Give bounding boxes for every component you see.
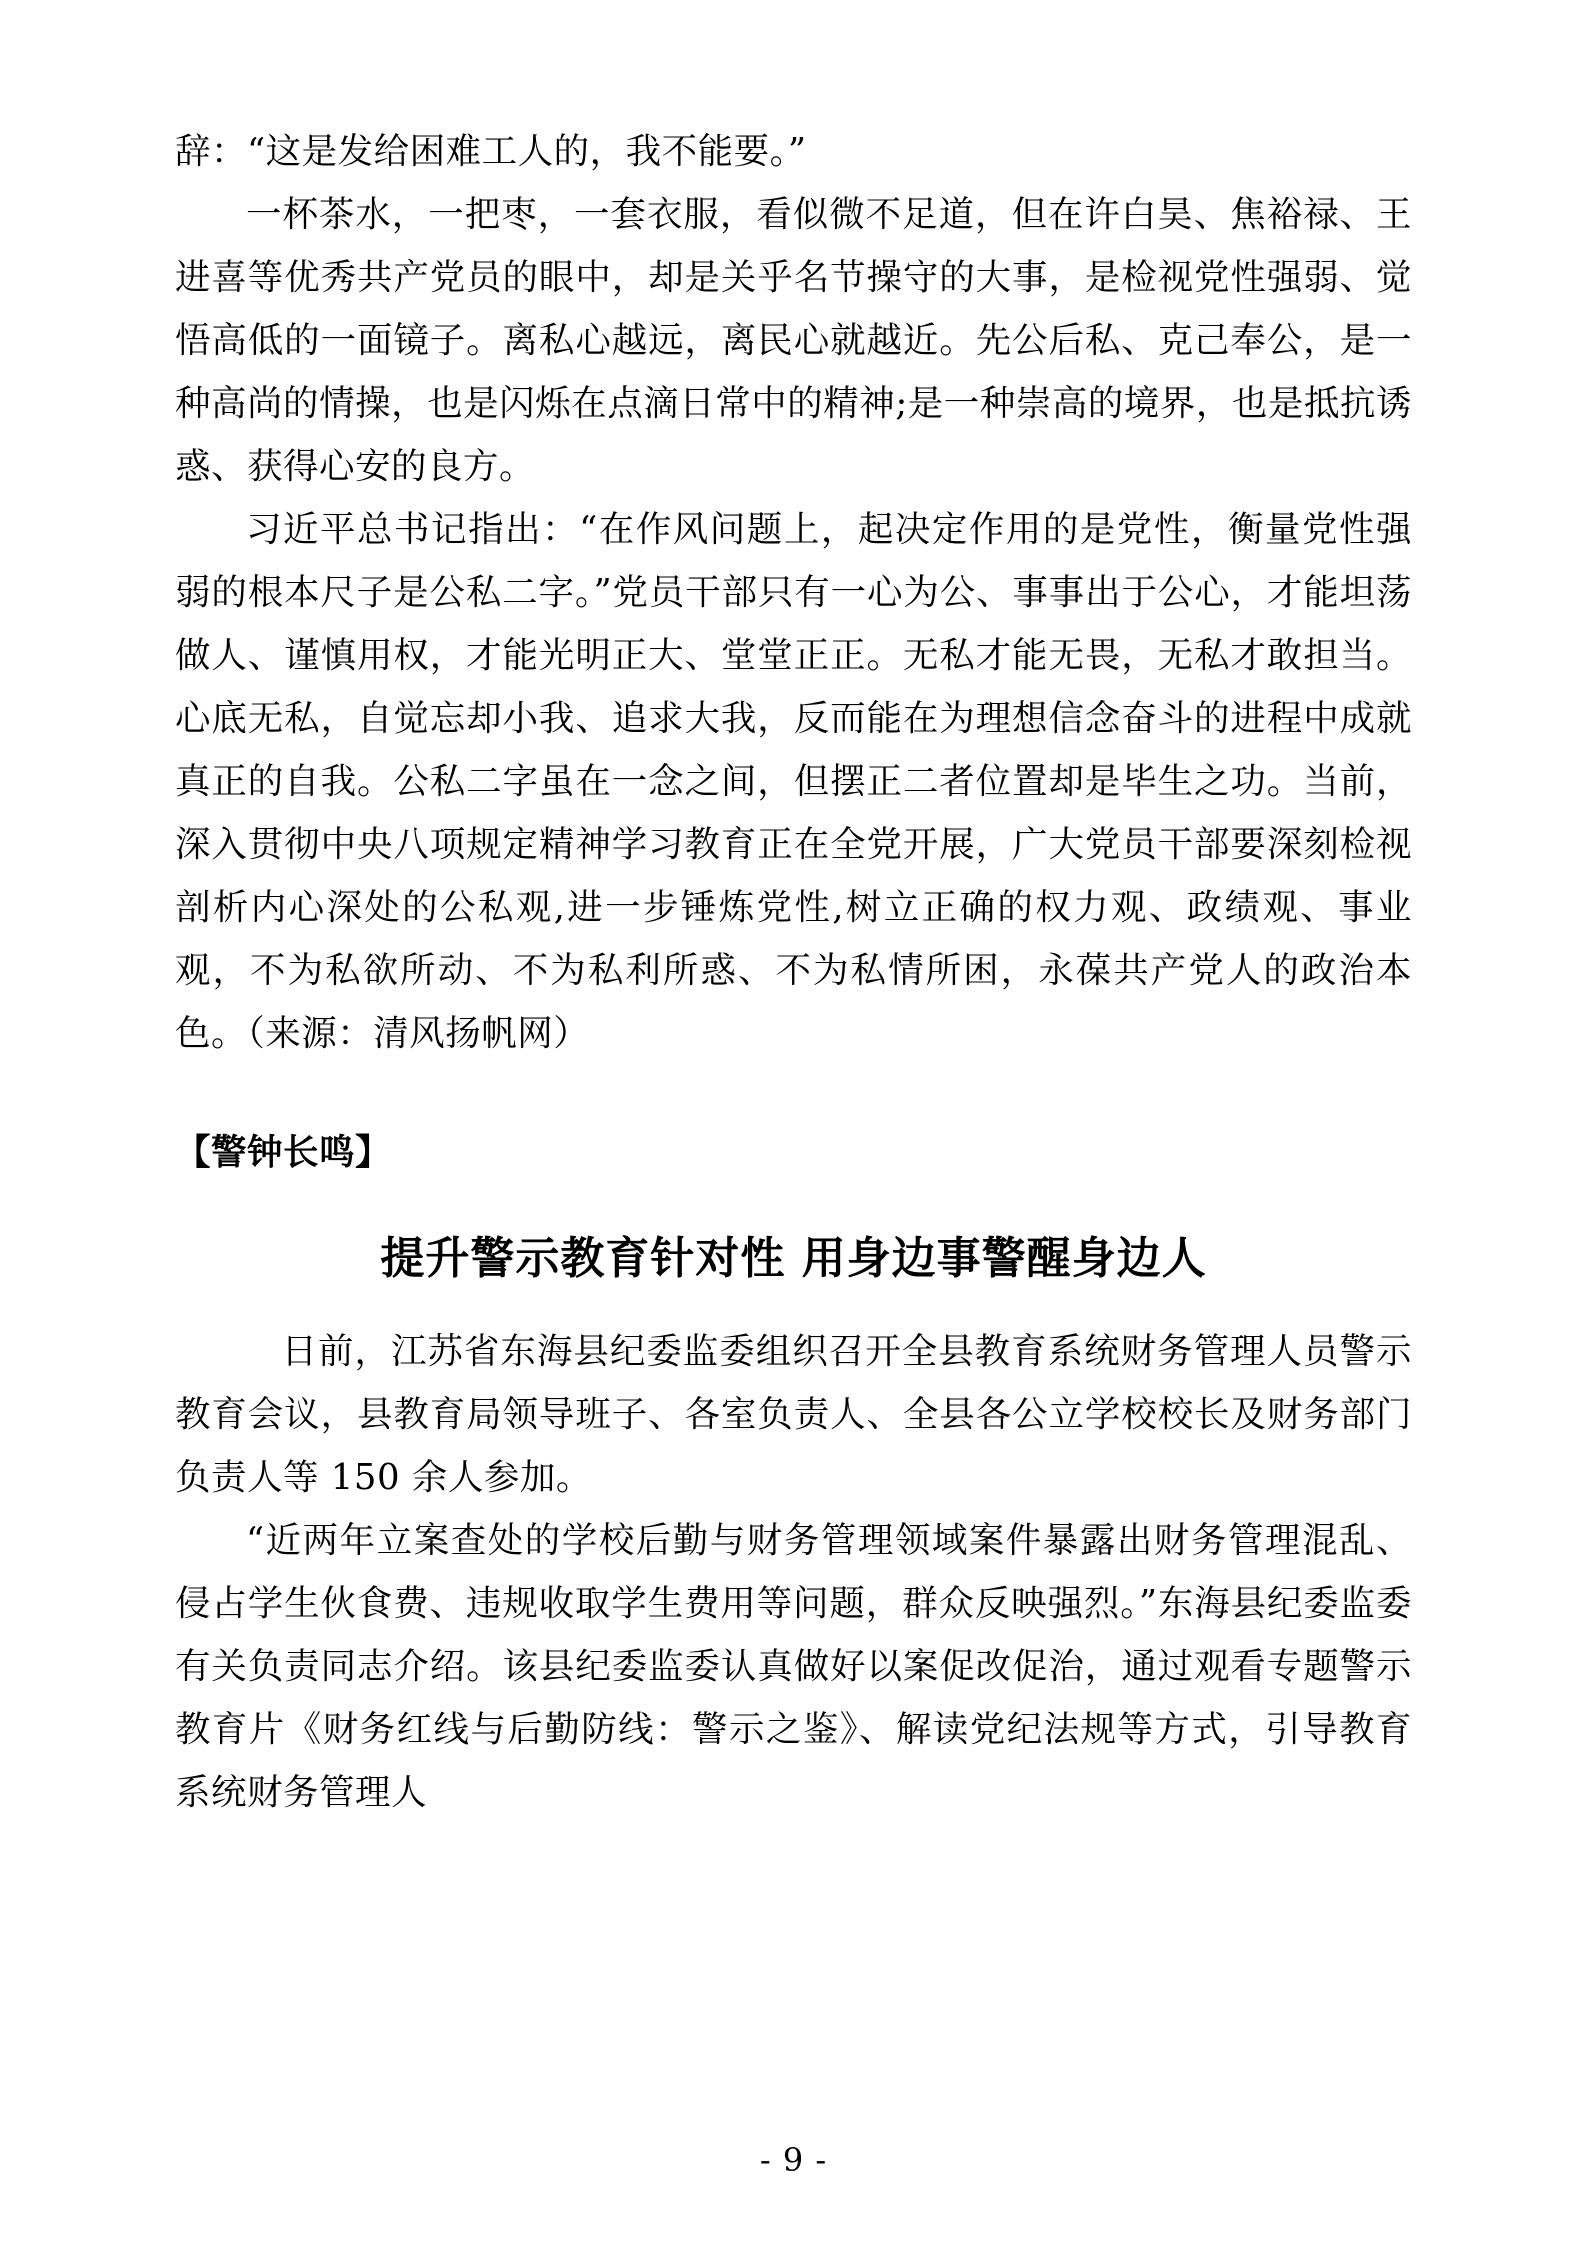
- paragraph: 一杯茶水，一把枣，一套衣服，看似微不足道，但在许白昊、焦裕禄、王进喜等优秀共产党员的眼中，却是关乎名节操守的大事，是检视党性强弱、觉悟高低的一面镜子。离私心越远，离民心就越近。先公后私、克己奉公，是一种高尚的情操，也是闪烁在点滴日常中的精神;是一种崇高的境界，也是抵抗诱惑、获得心安的良方。: [175, 194, 1412, 487]
- page-number: - 9 -: [759, 2141, 828, 2179]
- spacer: [175, 1184, 1412, 1224]
- paragraph: 辞：“这是发给困难工人的，我不能要。”: [175, 131, 807, 172]
- paragraph: 日前，江苏省东海县纪委监委组织召开全县教育系统财务管理人员警示教育会议，县教育局领导班子、各室负责人、全县各公立学校校长及财务部门负责人等 150 余人参加。: [175, 1331, 1412, 1498]
- section-tag: 【警钟长鸣】: [175, 1132, 392, 1173]
- article-title: 提升警示教育针对性 用身边事警醒身边人: [380, 1233, 1207, 1284]
- article-body: [175, 1320, 1412, 1824]
- spacer: [175, 1065, 1412, 1121]
- paragraph: “近两年立案查处的学校后勤与财务管理领域案件暴露出财务管理混乱、侵占学生伙食费、违规收取学生费用等问题，群众反映强烈。”东海县纪委监委有关负责同志介绍。该县纪委监委认真做好以案促改促治，通过观看专题警示教育片《财务红线与后勤防线：警示之鉴》、解读党纪法规等方式，引导教育系统财务管理人: [175, 1520, 1412, 1813]
- top-section: [175, 120, 1412, 1065]
- paragraph: 习近平总书记指出：“在作风问题上，起决定作用的是党性，衡量党性强弱的根本尺子是公私二字。”党员干部只有一心为公、事事出于公心，才能坦荡做人、谨慎用权，才能光明正大、堂堂正正。无私才能无畏，无私才敢担当。心底无私，自觉忘却小我、追求大我，反而能在为理想信念奋斗的进程中成就真正的自我。公私二字虽在一念之间，但摆正二者位置却是毕生之功。当前，深入贯彻中央八项规定精神学习教育正在全党开展，广大党员干部要深刻检视剖析内心深处的公私观,进一步锤炼党性,树立正确的权力观、政绩观、事业观，不为私欲所动、不为私利所惑、不为私情所困，永葆共产党人的政治本色。（来源：清风扬帆网）: [175, 509, 1412, 1054]
- spacer: [175, 1294, 1412, 1320]
